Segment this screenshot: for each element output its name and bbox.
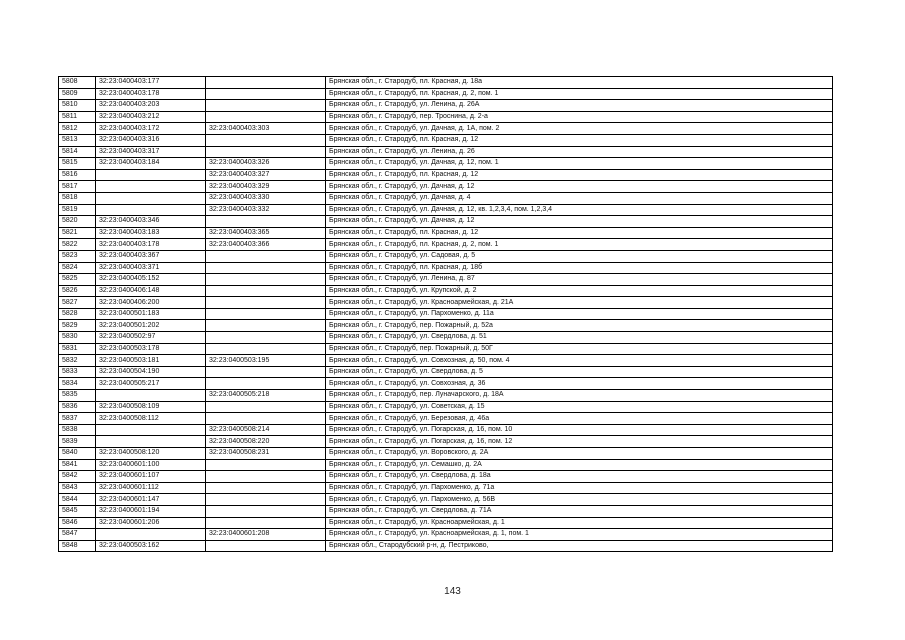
related-cadastral-number-cell <box>206 308 326 320</box>
row-number-cell: 5824 <box>59 262 96 274</box>
cadastral-number-cell: 32:23:0400403:371 <box>96 262 206 274</box>
address-cell: Брянская обл., г. Стародуб, ул. Погарская, д. 16, пом. 10 <box>326 424 833 436</box>
related-cadastral-number-cell <box>206 111 326 123</box>
cadastral-number-cell: 32:23:0400501:202 <box>96 320 206 332</box>
related-cadastral-number-cell <box>206 77 326 89</box>
row-number-cell: 5837 <box>59 413 96 425</box>
related-cadastral-number-cell <box>206 378 326 390</box>
cadastral-number-cell <box>96 436 206 448</box>
table-row <box>59 482 833 494</box>
address-cell: Брянская обл., г. Стародуб, ул. Дачная, д. 12 <box>326 181 833 193</box>
related-cadastral-number-cell <box>206 134 326 146</box>
related-cadastral-number-cell <box>206 100 326 112</box>
table-row <box>59 471 833 483</box>
row-number-cell: 5819 <box>59 204 96 216</box>
row-number-cell: 5844 <box>59 494 96 506</box>
related-cadastral-number-cell: 32:23:0400403:332 <box>206 204 326 216</box>
cadastral-number-cell <box>96 390 206 402</box>
related-cadastral-number-cell <box>206 459 326 471</box>
cadastral-number-cell: 32:23:0400403:317 <box>96 146 206 158</box>
property-registry-table <box>58 76 833 552</box>
table-row <box>59 77 833 89</box>
address-cell: Брянская обл., г. Стародуб, ул. Красноармейская, д. 21А <box>326 297 833 309</box>
table-row <box>59 540 833 552</box>
related-cadastral-number-cell <box>206 262 326 274</box>
row-number-cell: 5811 <box>59 111 96 123</box>
row-number-cell: 5818 <box>59 192 96 204</box>
cadastral-number-cell: 32:23:0400403:184 <box>96 158 206 170</box>
related-cadastral-number-cell <box>206 366 326 378</box>
row-number-cell: 5848 <box>59 540 96 552</box>
row-number-cell: 5822 <box>59 239 96 251</box>
cadastral-number-cell: 32:23:0400403:316 <box>96 134 206 146</box>
related-cadastral-number-cell <box>206 88 326 100</box>
address-cell: Брянская обл., г. Стародуб, ул. Погарская, д. 16, пом. 12 <box>326 436 833 448</box>
page-number: 143 <box>444 586 461 597</box>
row-number-cell: 5829 <box>59 320 96 332</box>
table-row <box>59 250 833 262</box>
related-cadastral-number-cell <box>206 540 326 552</box>
row-number-cell: 5831 <box>59 343 96 355</box>
table-row <box>59 204 833 216</box>
related-cadastral-number-cell: 32:23:0400601:208 <box>206 529 326 541</box>
row-number-cell: 5821 <box>59 227 96 239</box>
table-row <box>59 111 833 123</box>
row-number-cell: 5826 <box>59 285 96 297</box>
row-number-cell: 5812 <box>59 123 96 135</box>
row-number-cell: 5840 <box>59 448 96 460</box>
table-row <box>59 239 833 251</box>
cadastral-number-cell: 32:23:0400403:178 <box>96 239 206 251</box>
row-number-cell: 5830 <box>59 332 96 344</box>
cadastral-number-cell: 32:23:0400403:178 <box>96 88 206 100</box>
table-row <box>59 517 833 529</box>
address-cell: Брянская обл., г. Стародуб, пер. Пожарный, д. 52а <box>326 320 833 332</box>
related-cadastral-number-cell <box>206 401 326 413</box>
related-cadastral-number-cell <box>206 517 326 529</box>
address-cell: Брянская обл., г. Стародуб, ул. Дачная, д. 4 <box>326 192 833 204</box>
row-number-cell: 5828 <box>59 308 96 320</box>
related-cadastral-number-cell <box>206 285 326 297</box>
row-number-cell: 5839 <box>59 436 96 448</box>
address-cell: Брянская обл., г. Стародуб, пл. Красная, д. 12 <box>326 169 833 181</box>
related-cadastral-number-cell: 32:23:0400403:327 <box>206 169 326 181</box>
table-row <box>59 274 833 286</box>
address-cell: Брянская обл., г. Стародуб, ул. Пархоменко, д. 56В <box>326 494 833 506</box>
table-row <box>59 308 833 320</box>
row-number-cell: 5820 <box>59 216 96 228</box>
address-cell: Брянская обл., г. Стародуб, ул. Садовая, д. 5 <box>326 250 833 262</box>
cadastral-number-cell: 32:23:0400601:107 <box>96 471 206 483</box>
cadastral-number-cell: 32:23:0400505:217 <box>96 378 206 390</box>
cadastral-number-cell <box>96 204 206 216</box>
address-cell: Брянская обл., г. Стародуб, ул. Ленина, д. 87 <box>326 274 833 286</box>
cadastral-number-cell <box>96 169 206 181</box>
cadastral-number-cell: 32:23:0400403:203 <box>96 100 206 112</box>
related-cadastral-number-cell <box>206 274 326 286</box>
related-cadastral-number-cell <box>206 146 326 158</box>
table-row <box>59 262 833 274</box>
related-cadastral-number-cell: 32:23:0400403:303 <box>206 123 326 135</box>
related-cadastral-number-cell <box>206 297 326 309</box>
cadastral-number-cell: 32:23:0400502:97 <box>96 332 206 344</box>
related-cadastral-number-cell <box>206 413 326 425</box>
cadastral-number-cell: 32:23:0400403:183 <box>96 227 206 239</box>
row-number-cell: 5813 <box>59 134 96 146</box>
row-number-cell: 5847 <box>59 529 96 541</box>
cadastral-number-cell: 32:23:0400503:178 <box>96 343 206 355</box>
table-row <box>59 424 833 436</box>
address-cell: Брянская обл., г. Стародуб, ул. Дачная, д. 12 <box>326 216 833 228</box>
related-cadastral-number-cell <box>206 216 326 228</box>
address-cell: Брянская обл., г. Стародуб, пер. Троснина, д. 2-а <box>326 111 833 123</box>
row-number-cell: 5810 <box>59 100 96 112</box>
row-number-cell: 5841 <box>59 459 96 471</box>
cadastral-number-cell: 32:23:0400503:181 <box>96 355 206 367</box>
related-cadastral-number-cell: 32:23:0400508:220 <box>206 436 326 448</box>
address-cell: Брянская обл., г. Стародуб, ул. Семашко, д. 2А <box>326 459 833 471</box>
registry-table-body <box>59 77 833 552</box>
related-cadastral-number-cell <box>206 250 326 262</box>
address-cell: Брянская обл., г. Стародуб, ул. Дачная, д. 1А, пом. 2 <box>326 123 833 135</box>
cadastral-number-cell: 32:23:0400405:152 <box>96 274 206 286</box>
table-row <box>59 390 833 402</box>
table-row <box>59 413 833 425</box>
table-row <box>59 494 833 506</box>
cadastral-number-cell: 32:23:0400601:100 <box>96 459 206 471</box>
table-row <box>59 401 833 413</box>
address-cell: Брянская обл., г. Стародуб, ул. Воровского, д. 2А <box>326 448 833 460</box>
cadastral-number-cell: 32:23:0400601:112 <box>96 482 206 494</box>
row-number-cell: 5833 <box>59 366 96 378</box>
row-number-cell: 5825 <box>59 274 96 286</box>
address-cell: Брянская обл., г. Стародуб, пл. Красная, д. 18а <box>326 77 833 89</box>
row-number-cell: 5809 <box>59 88 96 100</box>
address-cell: Брянская обл., г. Стародуб, пер. Луначарского, д. 18А <box>326 390 833 402</box>
table-row <box>59 320 833 332</box>
table-row <box>59 100 833 112</box>
table-row <box>59 158 833 170</box>
row-number-cell: 5823 <box>59 250 96 262</box>
cadastral-number-cell: 32:23:0400508:120 <box>96 448 206 460</box>
table-row <box>59 123 833 135</box>
related-cadastral-number-cell: 32:23:0400505:218 <box>206 390 326 402</box>
table-row <box>59 285 833 297</box>
address-cell: Брянская обл., г. Стародуб, ул. Совхозная, д. 36 <box>326 378 833 390</box>
address-cell: Брянская обл., Стародубский р-н, д. Пестриково, <box>326 540 833 552</box>
cadastral-number-cell: 32:23:0400503:162 <box>96 540 206 552</box>
table-row <box>59 88 833 100</box>
table-row <box>59 436 833 448</box>
cadastral-number-cell: 32:23:0400403:177 <box>96 77 206 89</box>
cadastral-number-cell: 32:23:0400403:367 <box>96 250 206 262</box>
address-cell: Брянская обл., г. Стародуб, ул. Дачная, д. 12, пом. 1 <box>326 158 833 170</box>
table-row <box>59 366 833 378</box>
row-number-cell: 5846 <box>59 517 96 529</box>
cadastral-number-cell <box>96 192 206 204</box>
table-row <box>59 459 833 471</box>
address-cell: Брянская обл., г. Стародуб, ул. Березовая, д. 46а <box>326 413 833 425</box>
row-number-cell: 5832 <box>59 355 96 367</box>
row-number-cell: 5843 <box>59 482 96 494</box>
row-number-cell: 5814 <box>59 146 96 158</box>
address-cell: Брянская обл., г. Стародуб, ул. Крупской, д. 2 <box>326 285 833 297</box>
cadastral-number-cell: 32:23:0400406:148 <box>96 285 206 297</box>
address-cell: Брянская обл., г. Стародуб, пл. Красная, д. 12 <box>326 134 833 146</box>
cadastral-number-cell: 32:23:0400601:206 <box>96 517 206 529</box>
table-row <box>59 216 833 228</box>
cadastral-number-cell: 32:23:0400403:212 <box>96 111 206 123</box>
row-number-cell: 5817 <box>59 181 96 193</box>
row-number-cell: 5815 <box>59 158 96 170</box>
related-cadastral-number-cell <box>206 471 326 483</box>
row-number-cell: 5835 <box>59 390 96 402</box>
row-number-cell: 5834 <box>59 378 96 390</box>
address-cell: Брянская обл., г. Стародуб, ул. Совхозная, д. 50, пом. 4 <box>326 355 833 367</box>
address-cell: Брянская обл., г. Стародуб, ул. Дачная, д. 12, кв. 1,2,3,4, пом. 1,2,3,4 <box>326 204 833 216</box>
address-cell: Брянская обл., г. Стародуб, ул. Пархоменко, д. 11а <box>326 308 833 320</box>
table-row <box>59 134 833 146</box>
table-row <box>59 169 833 181</box>
related-cadastral-number-cell: 32:23:0400403:326 <box>206 158 326 170</box>
registry-table-container <box>58 76 832 552</box>
related-cadastral-number-cell: 32:23:0400403:365 <box>206 227 326 239</box>
address-cell: Брянская обл., г. Стародуб, ул. Пархоменко, д. 71а <box>326 482 833 494</box>
table-row <box>59 505 833 517</box>
address-cell: Брянская обл., г. Стародуб, пер. Пожарный, д. 50Г <box>326 343 833 355</box>
related-cadastral-number-cell <box>206 320 326 332</box>
row-number-cell: 5816 <box>59 169 96 181</box>
cadastral-number-cell: 32:23:0400504:190 <box>96 366 206 378</box>
table-row <box>59 332 833 344</box>
row-number-cell: 5808 <box>59 77 96 89</box>
related-cadastral-number-cell <box>206 482 326 494</box>
related-cadastral-number-cell: 32:23:0400508:231 <box>206 448 326 460</box>
address-cell: Брянская обл., г. Стародуб, ул. Ленина, д. 26 <box>326 146 833 158</box>
address-cell: Брянская обл., г. Стародуб, пл. Красная, д. 2, пом. 1 <box>326 239 833 251</box>
table-row <box>59 448 833 460</box>
table-row <box>59 192 833 204</box>
cadastral-number-cell: 32:23:0400601:147 <box>96 494 206 506</box>
cadastral-number-cell <box>96 181 206 193</box>
table-row <box>59 378 833 390</box>
address-cell: Брянская обл., г. Стародуб, ул. Свердлова, д. 5 <box>326 366 833 378</box>
cadastral-number-cell: 32:23:0400406:200 <box>96 297 206 309</box>
related-cadastral-number-cell <box>206 343 326 355</box>
address-cell: Брянская обл., г. Стародуб, ул. Красноармейская, д. 1, пом. 1 <box>326 529 833 541</box>
related-cadastral-number-cell <box>206 494 326 506</box>
address-cell: Брянская обл., г. Стародуб, ул. Свердлова, д. 51 <box>326 332 833 344</box>
cadastral-number-cell: 32:23:0400508:109 <box>96 401 206 413</box>
related-cadastral-number-cell: 32:23:0400403:330 <box>206 192 326 204</box>
related-cadastral-number-cell <box>206 332 326 344</box>
address-cell: Брянская обл., г. Стародуб, ул. Советская, д. 15 <box>326 401 833 413</box>
address-cell: Брянская обл., г. Стародуб, пл. Красная, д. 2, пом. 1 <box>326 88 833 100</box>
row-number-cell: 5827 <box>59 297 96 309</box>
address-cell: Брянская обл., г. Стародуб, пл. Красная, д. 18б <box>326 262 833 274</box>
table-row <box>59 227 833 239</box>
row-number-cell: 5838 <box>59 424 96 436</box>
cadastral-number-cell: 32:23:0400403:346 <box>96 216 206 228</box>
table-row <box>59 146 833 158</box>
related-cadastral-number-cell: 32:23:0400403:329 <box>206 181 326 193</box>
table-row <box>59 181 833 193</box>
address-cell: Брянская обл., г. Стародуб, ул. Свердлова, д. 71А <box>326 505 833 517</box>
related-cadastral-number-cell <box>206 505 326 517</box>
related-cadastral-number-cell: 32:23:0400503:195 <box>206 355 326 367</box>
cadastral-number-cell <box>96 424 206 436</box>
address-cell: Брянская обл., г. Стародуб, ул. Красноармейская, д. 1 <box>326 517 833 529</box>
table-row <box>59 529 833 541</box>
cadastral-number-cell <box>96 529 206 541</box>
cadastral-number-cell: 32:23:0400501:183 <box>96 308 206 320</box>
related-cadastral-number-cell: 32:23:0400403:366 <box>206 239 326 251</box>
table-row <box>59 355 833 367</box>
row-number-cell: 5836 <box>59 401 96 413</box>
row-number-cell: 5842 <box>59 471 96 483</box>
row-number-cell: 5845 <box>59 505 96 517</box>
cadastral-number-cell: 32:23:0400601:194 <box>96 505 206 517</box>
address-cell: Брянская обл., г. Стародуб, пл. Красная, д. 12 <box>326 227 833 239</box>
address-cell: Брянская обл., г. Стародуб, ул. Ленина, д. 26А <box>326 100 833 112</box>
table-row <box>59 343 833 355</box>
related-cadastral-number-cell: 32:23:0400508:214 <box>206 424 326 436</box>
cadastral-number-cell: 32:23:0400508:112 <box>96 413 206 425</box>
address-cell: Брянская обл., г. Стародуб, ул. Свердлова, д. 18а <box>326 471 833 483</box>
table-row <box>59 297 833 309</box>
cadastral-number-cell: 32:23:0400403:172 <box>96 123 206 135</box>
